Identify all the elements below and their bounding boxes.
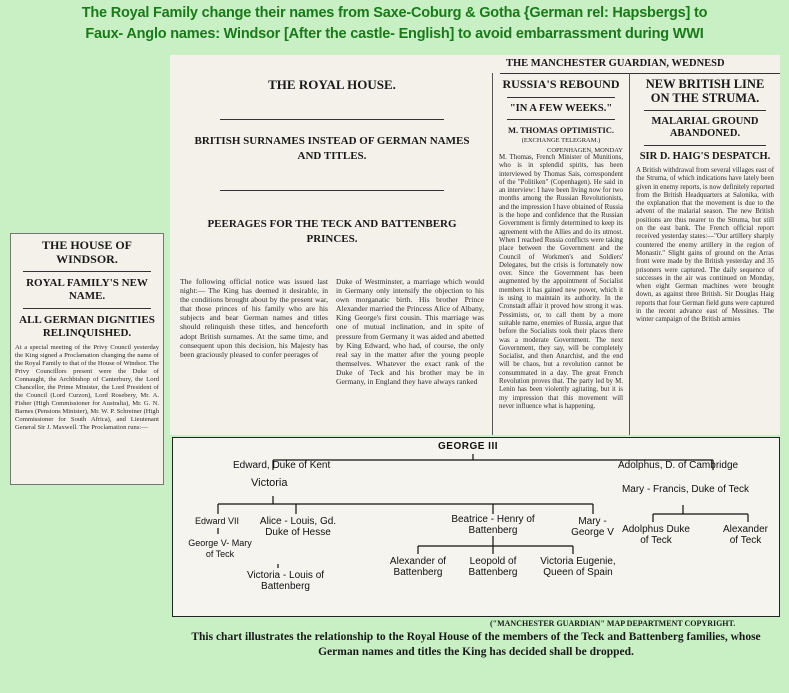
node-victoria: Victoria (251, 477, 288, 489)
banner-line-2: Faux- Anglo names: Windsor [After the castle- English] to avoid embarrassment during WWI (85, 26, 704, 42)
node-alice-louis-hesse: Alice - Louis, Gd. Duke of Hesse (259, 516, 337, 538)
struma-headline: NEW BRITISH LINE ON THE STRUMA. (645, 77, 765, 105)
clip-headline: THE HOUSE OF WINDSOR. (41, 238, 133, 266)
node-mary-george-v: Mary - George V (571, 516, 614, 538)
newspaper-clipping (170, 55, 780, 435)
node-george-v-mary-teck: George V- Mary of Teck (188, 538, 252, 559)
node-edward-vii: Edward VII (195, 516, 240, 526)
title-banner (0, 0, 789, 50)
struma-subhead: MALARIAL GROUND ABANDONED. (651, 116, 759, 139)
house-of-windsor-clipping (10, 233, 164, 485)
banner-line-1: The Royal Family change their names from Saxe-Coburg & Gotha {German rel: Hapsbergs] to (81, 5, 708, 21)
royal-house-subhead: BRITISH SURNAMES INSTEAD OF GERMAN NAMES AND TITLES. (194, 135, 470, 162)
royal-house-subhead-2: PEERAGES FOR THE TECK AND BATTENBERG PRINCES. (207, 218, 457, 245)
node-victoria-louis-battenberg: Victoria - Louis of Battenberg (246, 570, 325, 592)
russia-subhead: "IN A FEW WEEKS." (509, 103, 613, 114)
chart-caption: This chart illustrates the relationship to the Royal House of the members of the Teck and Battenberg families, whose German names and titles the King has decided shall be dropped. (191, 631, 761, 658)
russia-body: M. Thomas, French Minister of Munitions, who is in splendid spirits, has been interviewed by Thomas Sais, correspondent of the "Politiken" (Copenhagen). He said in an interview: I have been living now for two months among the Russian Revolutionists, and the impression I have obtained of Russia is the hope and confidence that the Russian Government is firmly determined to keep its agreement with the Allies and do its utmost. When I reached Russia conflicts were taking place between the Government and the Council of Workmen's and Soldiers' Delegates, but the crisis is fortunately now over. Since the Government has been augmented by the appointment of Socialist members it has gained new power, which it is using to maintain its authority. In the Cronstadt affair it proved how strong it was. Pessimists, or, to call them by a more suitable name, enemies of Russia, argue that before the Socialists took their places there was a moderate Government. The next Government, they say, will be completely Socialist, and then Anarchist, and the end will be chaos, but a revolution cannot be consummated in a day. The great French Revolution proves that. The party led by M. Lenin has been violently agitating, but it is my impression that this movement will never influence what is happening. (499, 154, 623, 410)
clip-body: At a special meeting of the Privy Council yesterday the King signed a Proclamation changing the name of the Royal Family to that of the House of Windsor. The Privy Councillors present were the Duke of Connaught, the Archbishop of Canterbury, the Lord Chancellor, the Prime Minister, the Lord President of the Council (Lord Curzon), Lord Rosebery, Mr. A. Fisher (High Commissioner for Australia), Mr. G. N. Barnes (Pensions Minister), Mr. W. P. Schreiner (High Commissioner for South Africa), and Lieutenant General Sir J. Maxwell. The Proclamation runs:— (15, 344, 159, 431)
clip-subhead-2: ALL GERMAN DIGNITIES RELINQUISHED. (19, 314, 155, 339)
node-alexander-battenberg: Alexander of Battenberg (389, 556, 447, 578)
royal-house-column-1: The following official notice was issued last night:— The King has deemed it desirable, in the conditions brought about by the present war, that those princes of his family who are his subjects and bear German names and titles should relinquish these titles, and henceforth adopt British surnames. At the same time, and consequent upon this decision, his Majesty has been graciously pleased to confer peerages of (180, 277, 328, 359)
node-beatrice-henry-battenberg: Beatrice - Henry of Battenberg (451, 514, 535, 536)
russia-article (496, 55, 626, 435)
masthead: THE MANCHESTER GUARDIAN, WEDNESD (500, 55, 780, 74)
struma-article (633, 55, 777, 435)
node-adolphus-cambridge: Adolphus, D. of Cambridge (618, 460, 739, 471)
node-victoria-eugenie: Victoria Eugenie, Queen of Spain (540, 556, 616, 578)
node-george-iii: GEORGE III (438, 441, 499, 452)
node-alexander-of-teck: Alexander of Teck (722, 524, 769, 546)
russia-headline: RUSSIA'S REBOUND (502, 77, 620, 91)
royal-house-column-2: Duke of Westminster, a marriage which would in Germany only intensify the objection to his own morganatic birth. His brother Prince Alexander married the Princess Alice of Albany, King George's first cousin. This marriage was one of mutual inclination, and in spite of pressure from Germany it was aided and abetted by King Edward, who had, of course, the only real say in the matter after the young people themselves. Whatever the exact rank of the Duke of Teck and his brother may be in Germany, in England they have always ranked (336, 277, 484, 387)
clip-subhead: ROYAL FAMILY'S NEW NAME. (26, 277, 148, 302)
map-credit: ("MANCHESTER GUARDIAN" MAP DEPARTMENT COPYRIGHT. (490, 619, 736, 628)
node-mary-francis-teck: Mary - Francis, Duke of Teck (621, 484, 750, 495)
russia-dateline: COPENHAGEN, MONDAY (547, 147, 623, 154)
node-edward-duke-of-kent: Edward, Duke of Kent (233, 460, 331, 471)
royal-house-headline: THE ROYAL HOUSE. (268, 77, 396, 92)
family-tree-chart (172, 437, 780, 617)
russia-source: (EXCHANGE TELEGRAM.) (521, 137, 601, 144)
royal-house-article (174, 55, 490, 435)
struma-body: A British withdrawal from several villages east of the Struma, of which indications have lately been given in enemy reports, is now definitely reported from the British Headquarters at Salonika, with the explanation that the movement is due to the advent of the malarial season. The new British positions are thus nearer to the Struma, but still on the east bank. The French official report received yesterday states:—"Our artillery sharply countered the enemy artillery in the region of Monastir." Slight gains of ground on the Arras front were made by the British yesterday and 35 prisoners were captured. The daily sequence of successes in the air was continued on Monday, when eight German machines were brought down, as against three British. Sir Douglas Haig reports that four German field guns were captured in the recent advance east of Messines. The winter campaign of the British armies (636, 167, 774, 324)
struma-subhead-2: SIR D. HAIG'S DESPATCH. (639, 151, 771, 162)
russia-subhead-2: M. THOMAS OPTIMISTIC. (507, 125, 615, 135)
node-adolphus-duke-of-teck: Adolphus Duke of Teck (622, 524, 690, 546)
node-leopold-battenberg: Leopold of Battenberg (468, 556, 518, 578)
